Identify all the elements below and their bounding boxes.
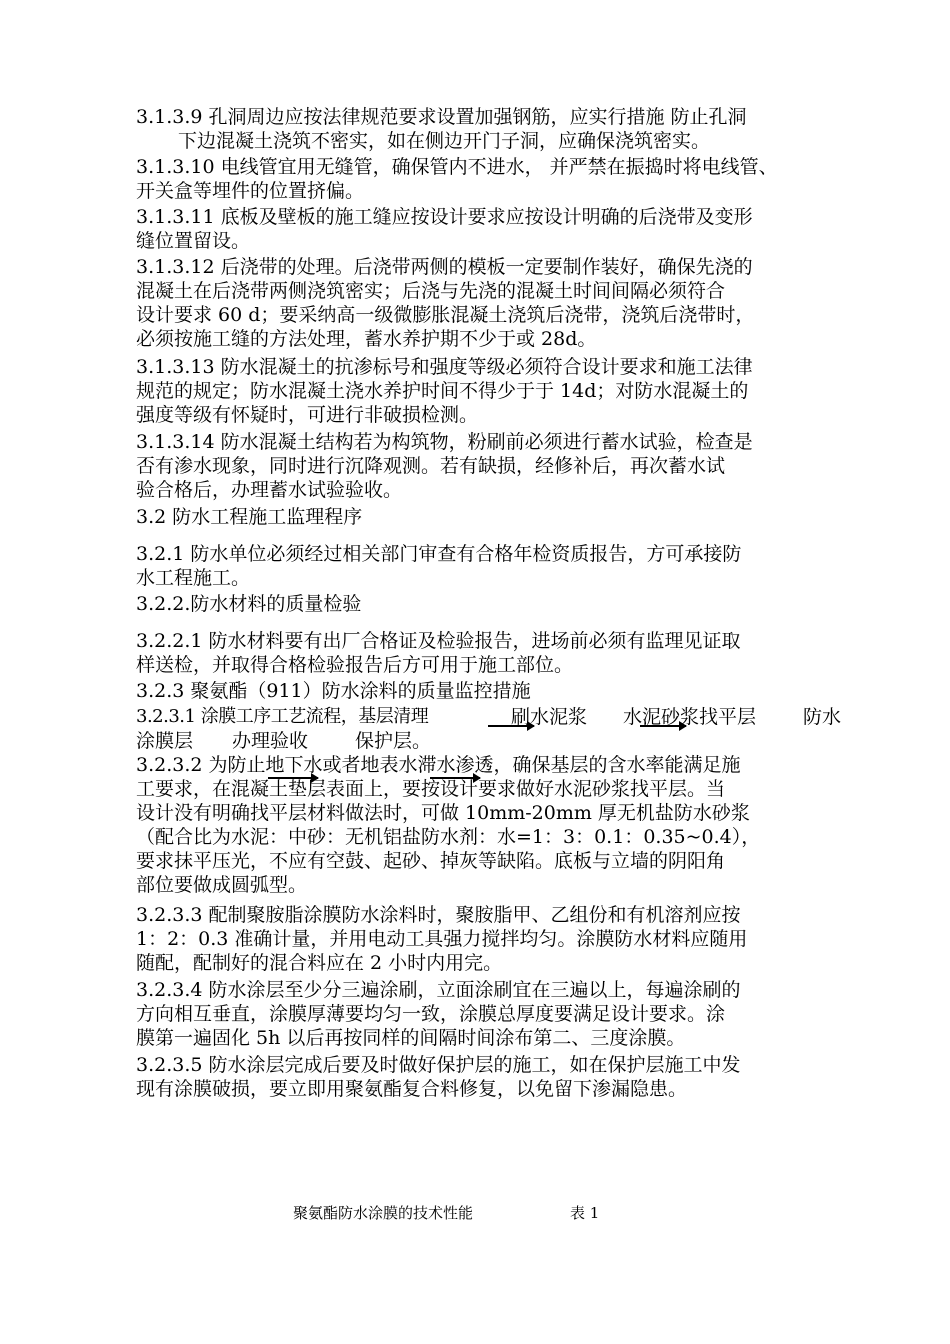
flow-step-waterproof: 防水 [803, 706, 842, 728]
paragraph-3-1-3-11 [136, 205, 852, 253]
flow-step-cement-paste: 刷水泥浆 [511, 706, 588, 728]
paragraph-3-1-3-12 [136, 255, 852, 351]
text-line: 1：2：0.3 准确计量，并用电动工具强力搅拌均匀。涂膜防水材料应随用 [136, 928, 748, 950]
text-line: 3.1.3.14 防水混凝土结构若为构筑物，粉刷前必须进行蓄水试验，检查是 [136, 431, 753, 453]
heading-3-2 [136, 505, 852, 529]
text-line: （配合比为水泥：中砂：无机铝盐防水剂：水=1：3：0.1：0.35~0.4）， [136, 826, 761, 848]
section-heading: 3.2.2.防水材料的质量检验 [136, 593, 362, 615]
text-line: 验合格后，办理蓄水试验验收。 [136, 479, 403, 501]
text-line: 必须按施工缝的方法处理，蓄水养护期不少于或 28d。 [136, 328, 597, 350]
text-line: 3.2.3.3 配制聚胺脂涂膜防水涂料时，聚胺脂甲、乙组份和有机溶剂应按 [136, 904, 741, 926]
text-line: 3.2.3.5 防水涂层完成后要及时做好保护层的施工，如在保护层施工中发 [136, 1054, 741, 1076]
flow-step-coating-layer: 涂膜层 [136, 730, 194, 752]
table-caption-title: 聚氨酯防水涂膜的技术性能 [293, 1204, 474, 1222]
text-line: 3.1.3.11 底板及壁板的施工缝应按设计要求应按设计明确的后浇带及变形 [136, 206, 753, 228]
text-line: 部位要做成圆弧型。 [136, 874, 308, 896]
text-line: 3.2.2.1 防水材料要有出厂合格证及检验报告，进场前必须有监理见证取 [136, 630, 741, 652]
text-line: 开关盒等埋件的位置挤偏。 [136, 180, 365, 202]
text-line: 3.1.3.9 孔洞周边应按法律规范要求设置加强钢筋，应实行措施 防止孔洞 [136, 106, 747, 128]
text-line: 膜第一遍固化 5h 以后再按同样的间隔时间涂布第二、三度涂膜。 [136, 1027, 686, 1049]
text-line: 混凝土在后浇带两侧浇筑密实；后浇与先浇的混凝土时间间隔必须符合 [136, 280, 726, 302]
text-line: 设计没有明确找平层材料做法时，可做 10mm-20mm 厚无机盐防水砂浆 [136, 802, 750, 824]
text-line: 3.1.3.13 防水混凝土的抗渗标号和强度等级必须符合设计要求和施工法律 [136, 356, 753, 378]
paragraph-3-2-3-2 [136, 753, 852, 897]
text-line: 否有渗水现象，同时进行沉降观测。若有缺损，经修补后，再次蓄水试 [136, 455, 726, 477]
paragraph-3-1-3-13 [136, 355, 852, 427]
paragraph-3-2-3-3 [136, 903, 852, 975]
text-line: 3.1.3.12 后浇带的处理。后浇带两侧的模板一定要制作装好，确保先浇的 [136, 256, 753, 278]
text-line: 3.2.1 防水单位必须经过相关部门审查有合格年检资质报告，方可承接防 [136, 543, 742, 565]
paragraph-3-1-3-10 [136, 155, 852, 203]
text-line: 设计要求 60 d；要采纳高一级微膨胀混凝土浇筑后浇带，浇筑后浇带时， [136, 304, 755, 326]
paragraph-3-2-3-5 [136, 1053, 852, 1101]
text-line: 3.2.3.4 防水涂层至少分三遍涂刷，立面涂刷宜在三遍以上，每遍涂刷的 [136, 979, 741, 1001]
paragraph-3-2-1 [136, 542, 852, 590]
paragraph-3-2-3-4 [136, 978, 852, 1050]
table-number: 表 1 [570, 1204, 600, 1222]
text-line: 强度等级有怀疑时，可进行非破损检测。 [136, 404, 479, 426]
paragraph-3-1-3-14 [136, 430, 852, 502]
section-heading: 3.2.3 聚氨酯（911）防水涂料的质量监控措施 [136, 680, 531, 702]
paragraph-3-1-3-9 [136, 105, 852, 153]
flow-step-mortar-leveling: 水泥砂浆找平层 [623, 706, 757, 728]
text-line: 缝位置留设。 [136, 230, 251, 252]
flow-step-protection-layer: 保护层。 [355, 730, 432, 752]
heading-3-2-2 [136, 592, 852, 616]
text-line: 规范的规定；防水混凝土浇水养护时间不得少于于 14d；对防水混凝土的 [136, 380, 749, 402]
text-line: 样送检，并取得合格检验报告后方可用于施工部位。 [136, 654, 574, 676]
text-line: 现有涂膜破损，要立即用聚氨酯复合料修复，以免留下渗漏隐患。 [136, 1078, 688, 1100]
flow-step-base-cleaning: 3.2.3.1 涂膜工序工艺流程，基层清理 [136, 706, 429, 727]
text-line: 工要求，在混凝土垫层表面上，要按设计要求做好水泥砂浆找平层。当 [136, 778, 726, 800]
paragraph-3-2-2-1 [136, 629, 852, 677]
heading-3-2-3 [136, 679, 852, 703]
text-line: 随配，配制好的混合料应在 2 小时内用完。 [136, 952, 503, 974]
text-line: 方向相互垂直，涂膜厚薄要均匀一致，涂膜总厚度要满足设计要求。涂 [136, 1003, 726, 1025]
text-line: 3.1.3.10 电线管宜用无缝管，确保管内不进水， 并严禁在振捣时将电线管、 [136, 156, 778, 178]
section-heading: 3.2 防水工程施工监理程序 [136, 506, 363, 528]
text-line: 要求抹平压光，不应有空鼓、起砂、掉灰等缺陷。底板与立墙的阴阳角 [136, 850, 726, 872]
flow-step-acceptance: 办理验收 [232, 730, 309, 752]
text-line: 3.2.3.2 为防止地下水或者地表水滞水渗透，确保基层的含水率能满足施 [136, 754, 741, 776]
text-line: 水工程施工。 [136, 567, 251, 589]
text-line: 下边混凝土浇筑不密实，如在侧边开门子洞，应确保浇筑密实。 [178, 130, 711, 152]
